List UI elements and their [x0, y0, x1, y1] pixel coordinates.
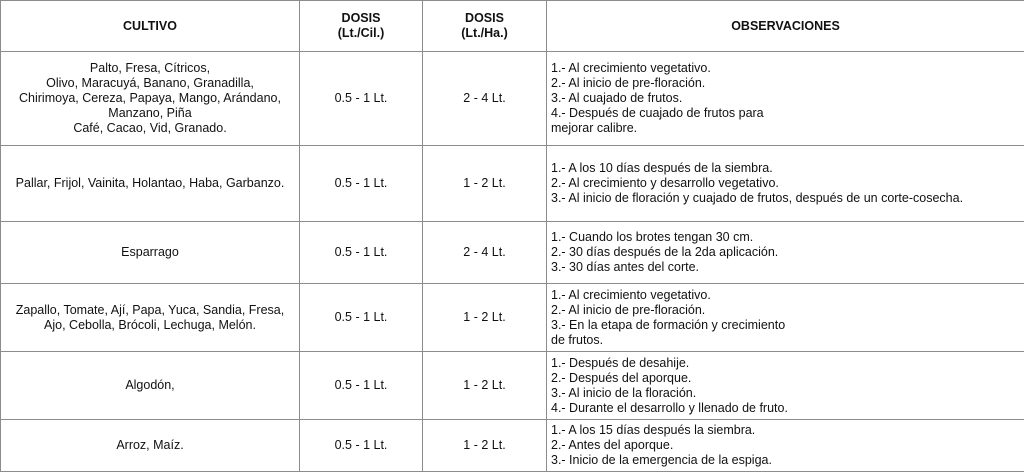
observation-line: 2.- Al crecimiento y desarrollo vegetativo. — [551, 176, 779, 190]
crop-cell — [1, 52, 300, 146]
dose-ha-cell: 1 - 2 Lt. — [423, 284, 547, 352]
observation-line: 4.- Después de cuajado de frutos para — [551, 106, 764, 120]
crop-cell — [1, 146, 300, 222]
observation-line: 1.- Al crecimiento vegetativo. — [551, 287, 711, 302]
observation-line: 2.- 30 días después de la 2da aplicación. — [551, 245, 779, 259]
observation-line: de frutos. — [551, 332, 604, 347]
observation-line: 3.- Al inicio de la floración. — [551, 385, 697, 400]
dose-cil-cell: 0.5 - 1 Lt. — [300, 146, 423, 222]
header-dosis-cil-title: DOSIS — [341, 11, 381, 25]
crop-cell — [1, 420, 300, 472]
crop-line: Palto, Fresa, Cítricos, — [89, 61, 211, 75]
observation-line: 1.- Al crecimiento vegetativo. — [551, 61, 711, 75]
header-cultivo — [1, 1, 300, 52]
observation-line: 1.- A los 10 días después de la siembra. — [551, 161, 773, 175]
header-row — [1, 1, 1024, 52]
observation-line: 2.- Después del aporque. — [551, 370, 692, 385]
header-dosis-ha — [423, 1, 547, 52]
observations-cell — [547, 52, 1024, 146]
observations-cell — [547, 146, 1024, 222]
observation-line: 4.- Durante el desarrollo y llenado de fruto. — [551, 400, 788, 415]
observation-line: 1.- A los 15 días después la siembra. — [551, 423, 756, 437]
observation-line: 1.- Cuando los brotes tengan 30 cm. — [551, 230, 754, 244]
observations-cell — [547, 222, 1024, 284]
dose-ha-cell: 1 - 2 Lt. — [423, 420, 547, 472]
dose-cil-cell: 0.5 - 1 Lt. — [300, 420, 423, 472]
observations-cell — [547, 352, 1024, 420]
crop-line: Olivo, Maracuyá, Banano, Granadilla, — [46, 76, 254, 90]
crop-cell — [1, 352, 300, 420]
table-row — [1, 146, 1024, 222]
crop-line: Chirimoya, Cereza, Papaya, Mango, Arándano, — [19, 91, 281, 105]
table-body — [1, 52, 1024, 472]
header-observaciones-label: OBSERVACIONES — [731, 18, 840, 33]
table-row — [1, 284, 1024, 352]
header-cultivo-label: CULTIVO — [123, 18, 177, 33]
crop-cell — [1, 222, 300, 284]
crop-line: Zapallo, Tomate, Ají, Papa, Yuca, Sandia, Fresa, — [15, 302, 285, 317]
table-row — [1, 420, 1024, 472]
observation-line: 2.- Al inicio de pre-floración. — [551, 302, 706, 317]
header-observaciones — [547, 1, 1024, 52]
crop-line: Arroz, Maíz. — [116, 438, 184, 452]
observation-line: 2.- Antes del aporque. — [551, 438, 674, 452]
crop-line: Ajo, Cebolla, Brócoli, Lechuga, Melón. — [44, 317, 256, 332]
observation-line: 3.- Al inicio de floración y cuajado de frutos, después de un corte-cosecha. — [551, 191, 964, 205]
observation-line: 3.- Inicio de la emergencia de la espiga. — [551, 453, 772, 467]
observation-line: 3.- En la etapa de formación y crecimiento — [551, 317, 786, 332]
observation-line: 3.- Al cuajado de frutos. — [551, 91, 683, 105]
dose-cil-cell: 0.5 - 1 Lt. — [300, 352, 423, 420]
dose-cil-cell: 0.5 - 1 Lt. — [300, 52, 423, 146]
observations-cell — [547, 284, 1024, 352]
header-dosis-cil — [300, 1, 423, 52]
dose-ha-cell: 1 - 2 Lt. — [423, 352, 547, 420]
header-dosis-ha-unit: (Lt./Ha.) — [461, 26, 508, 40]
dose-ha-cell: 2 - 4 Lt. — [423, 222, 547, 284]
crop-line: Pallar, Frijol, Vainita, Holantao, Haba, Garbanzo. — [15, 176, 285, 190]
header-dosis-ha-title: DOSIS — [465, 11, 504, 25]
observation-line: mejorar calibre. — [551, 121, 638, 135]
observation-line: 1.- Después de desahije. — [551, 355, 690, 370]
crop-line: Algodón, — [125, 378, 175, 392]
dose-ha-cell: 2 - 4 Lt. — [423, 52, 547, 146]
observation-line: 2.- Al inicio de pre-floración. — [551, 76, 706, 90]
crop-line: Café, Cacao, Vid, Granado. — [73, 121, 227, 135]
crop-line: Esparrago — [121, 245, 179, 259]
table-row — [1, 352, 1024, 420]
crop-line: Manzano, Piña — [108, 106, 192, 120]
dose-cil-cell: 0.5 - 1 Lt. — [300, 284, 423, 352]
table-row — [1, 52, 1024, 146]
dose-ha-cell: 1 - 2 Lt. — [423, 146, 547, 222]
observations-cell — [547, 420, 1024, 472]
table-row — [1, 222, 1024, 284]
crop-cell — [1, 284, 300, 352]
observation-line: 3.- 30 días antes del corte. — [551, 260, 700, 274]
header-dosis-cil-unit: (Lt./Cil.) — [337, 26, 385, 40]
dose-cil-cell: 0.5 - 1 Lt. — [300, 222, 423, 284]
